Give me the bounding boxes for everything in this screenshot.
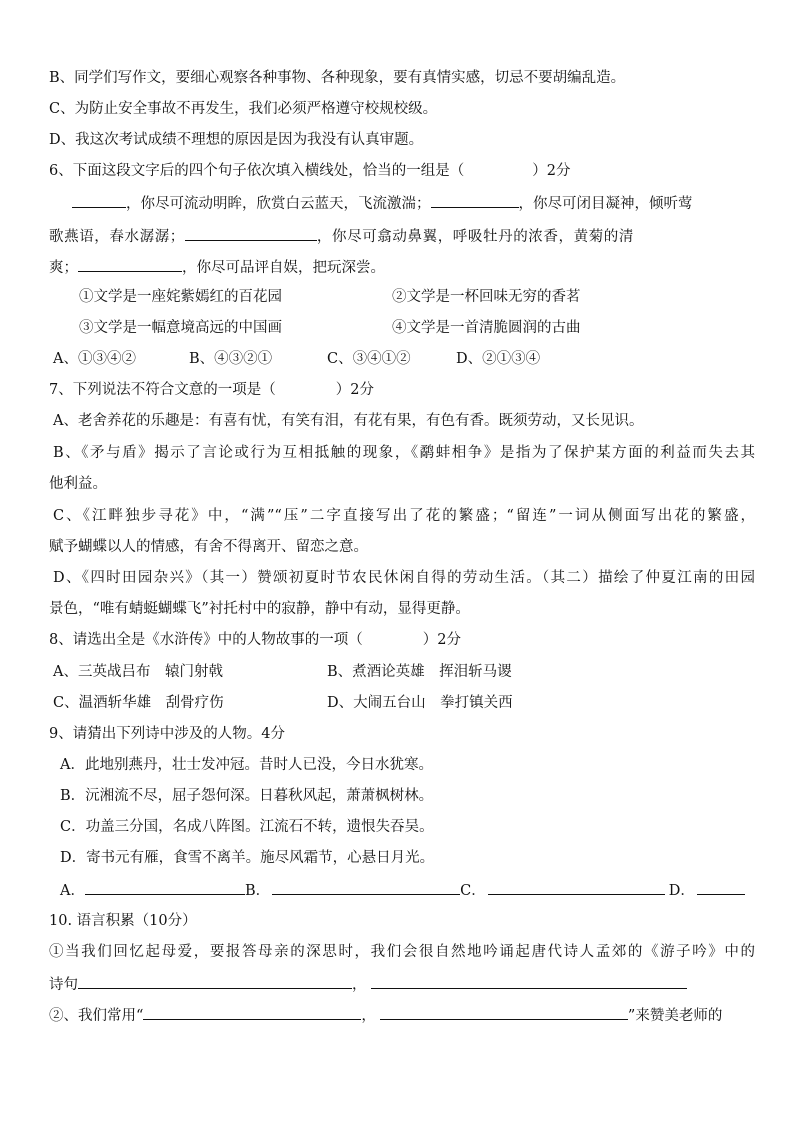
q6-choice-a: A、①③④②: [53, 351, 136, 367]
q6-sentence-2: ②文学是一杯回味无穷的香茗: [392, 289, 581, 305]
q7-option-b-line-2: 他利益。: [49, 476, 107, 492]
q8-option-b: B、煮酒论英雄 挥泪斩马谡: [327, 664, 512, 680]
q6-score: ）2分: [532, 163, 571, 179]
q9-answer-label-d: D．: [668, 883, 695, 899]
q9-answer-d[interactable]: [697, 880, 745, 895]
q9-stem: 9、请猜出下列诗中涉及的人物。4分: [49, 726, 285, 742]
q7-option-d-line-2: 景色，“唯有蜻蜓蝴蝶飞”衬托村中的寂静，静中有动，显得更静。: [49, 601, 470, 617]
q10-item-2-text: ②、我们常用“: [49, 1008, 144, 1024]
q6-passage-text: 爽；: [49, 260, 78, 276]
q9-answer-line: [60, 880, 745, 901]
q10-item-1-label: 诗句: [49, 977, 78, 993]
q6-passage-text: 歌燕语，春水潺潺；: [49, 229, 185, 245]
q6-passage-line-3: [49, 257, 385, 278]
q7-score: ）2分: [335, 382, 374, 398]
q9-answer-label-a: A．: [60, 883, 85, 899]
q10-stem: 10. 语言积累（10分）: [49, 913, 197, 929]
q6-sentence-3: ③文学是一幅意境高远的中国画: [79, 320, 282, 336]
q9-answer-label-b: B．: [244, 883, 271, 899]
q5-option-c: C、为防止安全事故不再发生，我们必须严格遵守校规校级。: [49, 101, 438, 117]
q7-option-a: A、老舍养花的乐趣是：有喜有忧，有笑有泪，有花有果，有色有香。既须劳动，又长见识。: [53, 413, 644, 429]
q8-option-c: C、温酒斩华雄 刮骨疗伤: [53, 695, 224, 711]
q9-answer-label-c: C．: [460, 883, 486, 899]
q5-option-d: D、我这次考试成绩不理想的原因是因为我没有认真审题。: [49, 132, 424, 148]
q6-blank-3[interactable]: [185, 226, 317, 241]
q8-stem: [49, 630, 461, 650]
q8-option-a: A、三英战吕布 辕门射戟: [53, 664, 223, 680]
q10-item-2-text-end: ”来赞美老师的: [627, 1008, 723, 1024]
q6-blank-4[interactable]: [78, 257, 182, 272]
q9-answer-b[interactable]: [272, 880, 460, 895]
q7-stem-text: 7、下列说法不符合文意的一项是（: [49, 382, 276, 398]
q7-option-c-line-1: C、《江畔独步寻花》中，“满”“压”二字直接写出了花的繁盛；“留连”一词从侧面写出花的繁盛，: [53, 508, 755, 524]
q6-stem-text: 6、下面这段文字后的四个句子依次填入横线处，恰当的一组是（: [49, 163, 465, 179]
q10-comma: ，: [361, 1008, 376, 1024]
q6-blank-1[interactable]: [72, 193, 126, 208]
q6-passage-text: ，你尽可流动明眸，欣赏白云蓝天，飞流激湍；: [126, 196, 431, 212]
q7-option-b-line-1: B、《矛与盾》揭示了言论或行为互相抵触的现象，《鹬蚌相争》是指为了保护某方面的利益而失去其: [53, 445, 755, 461]
q9-poem-a: A．此地别燕丹，壮士发冲冠。昔时人已没，今日水犹寒。: [60, 757, 433, 773]
q6-passage-text: ，你尽可品评自娱，把玩深尝。: [182, 260, 385, 276]
q5-option-b: B、同学们写作文，要细心观察各种事物、各种现象，要有真情实感，切忌不要胡编乱造。: [49, 70, 626, 86]
q8-score: ）2分: [422, 632, 461, 648]
q10-blank-1[interactable]: [78, 974, 352, 989]
q6-choice-c: C、③④①②: [327, 351, 411, 367]
q10-blank-4[interactable]: [380, 1005, 628, 1020]
q10-comma: ，: [352, 977, 367, 993]
q9-poem-c: C．功盖三分国，名成八阵图。江流石不转，遗恨失吞吴。: [60, 819, 434, 835]
q10-blank-2[interactable]: [371, 974, 687, 989]
q9-poem-d: D．寄书元有雁，食雪不离羊。施尽风霜节，心悬日月光。: [60, 850, 435, 866]
q6-stem: [49, 161, 570, 181]
q6-passage-line-1: [72, 193, 693, 214]
q6-blank-2[interactable]: [431, 193, 519, 208]
q6-sentence-1: ①文学是一座姹紫嫣红的百花园: [79, 289, 282, 305]
q6-sentence-4: ④文学是一首清脆圆润的古曲: [392, 320, 581, 336]
q10-item-1: ①当我们回忆起母爱，要报答母亲的深思时，我们会很自然地吟诵起唐代诗人孟郊的《游子吟》中的: [49, 944, 755, 960]
q9-poem-b: B．沅湘流不尽，屈子怨何深。日暮秋风起，萧萧枫树林。: [60, 788, 434, 804]
q10-item-1-answer: [49, 974, 687, 995]
q6-passage-text: ，你尽可翕动鼻翼，呼吸牡丹的浓香，黄菊的清: [316, 229, 635, 245]
q6-choice-d: D、②①③④: [456, 351, 541, 367]
q7-option-d-line-1: D、《四时田园杂兴》（其一）赞颂初夏时节农民休闲自得的劳动生活。（其二）描绘了仲夏江南的田园: [53, 570, 755, 586]
q6-choice-b: B、④③②①: [189, 351, 273, 367]
q9-answer-c[interactable]: [488, 880, 665, 895]
q6-passage-text: ，你尽可闭目凝神，倾听莺: [518, 196, 693, 212]
q7-stem: [49, 380, 374, 400]
q10-blank-3[interactable]: [143, 1005, 361, 1020]
q7-option-c-line-2: 赋予蝴蝶以人的情感，有舍不得离开、留恋之意。: [49, 539, 368, 555]
q6-passage-line-2: [49, 226, 634, 247]
q8-option-d: D、大闹五台山 拳打镇关西: [327, 695, 513, 711]
q10-item-2: [49, 1005, 722, 1026]
q9-answer-a[interactable]: [85, 880, 245, 895]
q8-stem-text: 8、请选出全是《水浒传》中的人物故事的一项（: [49, 632, 363, 648]
